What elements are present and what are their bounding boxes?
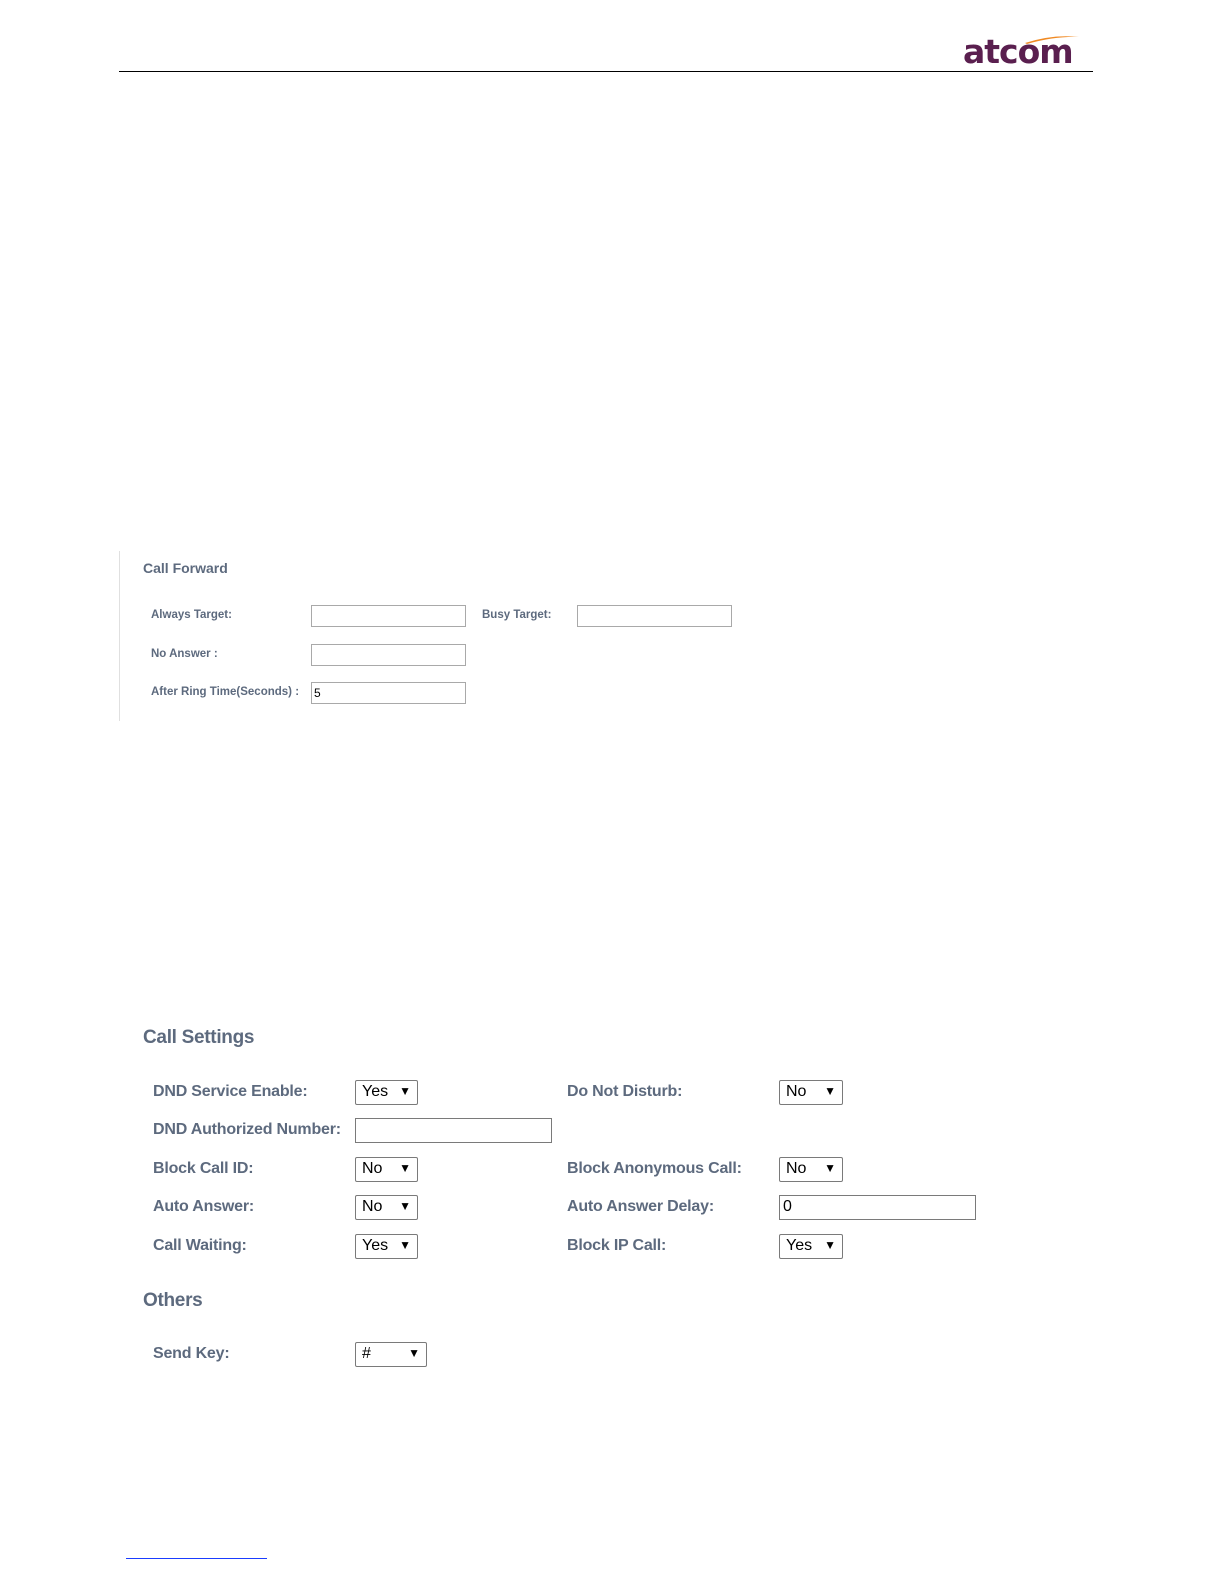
dropdown-arrow-icon: ▼ [399, 1199, 411, 1213]
auto-answer-delay-label: Auto Answer Delay: [567, 1198, 714, 1215]
select-value: No [362, 1198, 383, 1215]
block-anonymous-call-select[interactable] [779, 1157, 843, 1182]
dnd-service-enable-label: DND Service Enable: [153, 1083, 308, 1100]
block-call-id-label: Block Call ID: [153, 1160, 254, 1177]
logo-text: atcom [963, 32, 1073, 71]
dnd-service-enable-select[interactable] [355, 1080, 418, 1105]
call-waiting-select[interactable] [355, 1234, 418, 1259]
dnd-authorized-number-input[interactable] [355, 1118, 552, 1143]
select-value: No [362, 1160, 383, 1177]
no-answer-input[interactable] [311, 644, 466, 666]
call-forward-title: Call Forward [143, 560, 228, 576]
footer-link-underline [126, 1558, 267, 1559]
panel-left-border [119, 551, 120, 721]
others-title: Others [143, 1290, 203, 1311]
do-not-disturb-select[interactable] [779, 1080, 843, 1105]
busy-target-input[interactable] [577, 605, 732, 627]
auto-answer-delay-input[interactable]: 0 [779, 1195, 976, 1220]
auto-answer-label: Auto Answer: [153, 1198, 255, 1215]
select-value: Yes [362, 1237, 389, 1254]
always-target-label: Always Target: [151, 609, 232, 621]
select-value: # [362, 1345, 371, 1362]
block-anonymous-call-label: Block Anonymous Call: [567, 1160, 742, 1177]
block-ip-call-select[interactable] [779, 1234, 843, 1259]
send-key-label: Send Key: [153, 1345, 230, 1362]
select-value: Yes [786, 1237, 813, 1254]
always-target-input[interactable] [311, 605, 466, 627]
dropdown-arrow-icon: ▼ [408, 1346, 420, 1360]
send-key-select[interactable] [355, 1342, 427, 1367]
dropdown-arrow-icon: ▼ [399, 1238, 411, 1252]
call-waiting-label: Call Waiting: [153, 1237, 247, 1254]
busy-target-label: Busy Target: [482, 609, 552, 621]
dropdown-arrow-icon: ▼ [399, 1084, 411, 1098]
block-ip-call-label: Block IP Call: [567, 1237, 667, 1254]
dropdown-arrow-icon: ▼ [824, 1238, 836, 1252]
dropdown-arrow-icon: ▼ [824, 1084, 836, 1098]
after-ring-time-label: After Ring Time(Seconds) : [151, 686, 300, 698]
auto-answer-select[interactable] [355, 1195, 418, 1220]
dropdown-arrow-icon: ▼ [824, 1161, 836, 1175]
dropdown-arrow-icon: ▼ [399, 1161, 411, 1175]
select-value: Yes [362, 1083, 389, 1100]
block-call-id-select[interactable] [355, 1157, 418, 1182]
no-answer-label: No Answer : [151, 648, 218, 660]
dnd-authorized-number-label: DND Authorized Number: [153, 1121, 341, 1138]
header-rule [119, 71, 1093, 72]
atcom-logo [963, 30, 1083, 70]
call-settings-title: Call Settings [143, 1027, 255, 1048]
select-value: No [786, 1083, 807, 1100]
do-not-disturb-label: Do Not Disturb: [567, 1083, 683, 1100]
after-ring-time-input[interactable] [311, 682, 466, 704]
select-value: No [786, 1160, 807, 1177]
